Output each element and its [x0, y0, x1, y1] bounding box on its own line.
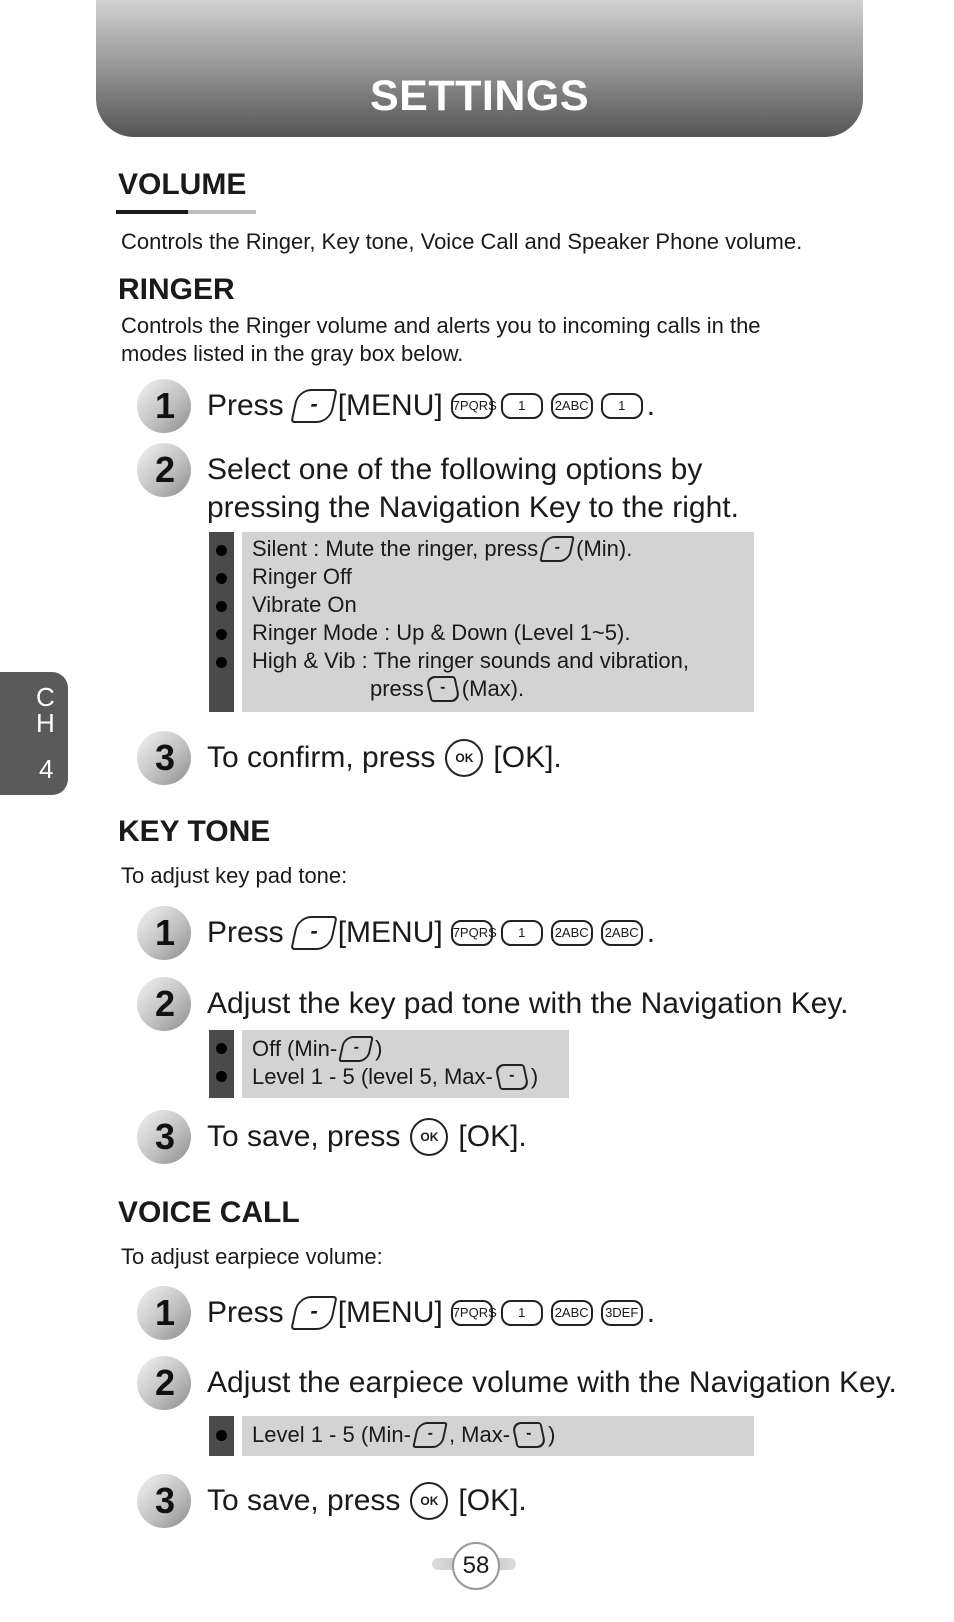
press-label: Press — [207, 389, 284, 422]
step-number: 2 — [155, 983, 176, 1024]
step-number: 2 — [155, 1362, 176, 1403]
save-label: To save, press — [207, 1120, 401, 1153]
option-text: (Min). — [576, 536, 633, 561]
chapter-letter-h: H — [36, 708, 55, 738]
keytone-title: KEY TONE — [118, 815, 271, 848]
keytone-step-2-text: Adjust the key pad tone with the Navigation Key. — [207, 987, 849, 1020]
option-text: Level 1 - 5 (Min- — [252, 1422, 411, 1447]
right-soft-key-icon: - — [425, 676, 461, 702]
chapter-letter-c: C — [36, 682, 55, 712]
voicecall-step-3-text — [207, 1482, 527, 1520]
save-label: To save, press — [207, 1484, 401, 1517]
step-number: 3 — [155, 1116, 176, 1157]
page-header — [96, 0, 863, 137]
soft-key-icon: - — [290, 1296, 337, 1330]
voicecall-description: To adjust earpiece volume: — [121, 1244, 383, 1269]
key-3-icon: 3DEF — [601, 1300, 643, 1326]
option-text: Silent : Mute the ringer, press — [252, 536, 539, 561]
option-off — [252, 1036, 382, 1062]
volume-title: VOLUME — [118, 168, 247, 201]
option-ringer-off: Ringer Off — [252, 564, 352, 589]
bullet-bar — [209, 1416, 234, 1456]
option-level — [252, 1422, 555, 1448]
ok-key-icon: OK — [410, 1482, 448, 1520]
ok-key-icon: OK — [445, 739, 483, 777]
bullet-icon — [216, 1071, 227, 1082]
option-text: press — [370, 676, 424, 701]
key-2-icon: 2ABC — [551, 1300, 593, 1326]
ringer-description-line2: modes listed in the gray box below. — [121, 341, 464, 366]
step-circle — [137, 731, 191, 785]
page-number: 58 — [452, 1542, 500, 1590]
ringer-step-3-text — [207, 739, 562, 777]
voicecall-options-box — [209, 1416, 754, 1456]
confirm-label: To confirm, press — [207, 741, 436, 774]
keytone-step-1-text — [207, 914, 655, 952]
bullet-icon — [216, 573, 227, 584]
ok-label: [OK]. — [458, 1120, 527, 1153]
right-soft-key-icon: - — [494, 1064, 530, 1090]
step-circle — [137, 1110, 191, 1164]
key-1-icon: 1 — [501, 393, 543, 419]
key-1-icon: 1 — [501, 1300, 543, 1326]
bullet-icon — [216, 1430, 227, 1441]
option-vibrate-on: Vibrate On — [252, 592, 357, 617]
options-list — [242, 1030, 569, 1098]
ringer-title: RINGER — [118, 273, 235, 306]
key-7-icon: 7PQRS — [451, 920, 493, 946]
step-circle — [137, 977, 191, 1031]
voicecall-title: VOICE CALL — [118, 1196, 300, 1229]
bullet-bar — [209, 532, 234, 712]
option-high-vib-continued — [370, 676, 524, 702]
option-silent — [252, 536, 632, 562]
ringer-options-box — [209, 532, 754, 712]
period: . — [646, 389, 656, 422]
chapter-tab — [0, 672, 68, 795]
option-high-vib: High & Vib : The ringer sounds and vibration, — [252, 648, 690, 673]
bullet-icon — [216, 657, 227, 668]
ringer-step-2-text: Select one of the following options by pressing the Navigation Key to the right. — [207, 453, 739, 524]
volume-underline — [116, 210, 256, 214]
bullet-icon — [216, 629, 227, 640]
key-2-icon: 2ABC — [601, 920, 643, 946]
step-circle — [137, 1474, 191, 1528]
left-soft-key-icon: - — [338, 1036, 374, 1062]
menu-label: [MENU] — [337, 916, 443, 949]
press-label: Press — [207, 1296, 284, 1329]
voicecall-step-2-text: Adjust the earpiece volume with the Navigation Key. — [207, 1366, 897, 1399]
left-soft-key-icon: - — [412, 1422, 448, 1448]
menu-label: [MENU] — [337, 389, 443, 422]
bullet-icon — [216, 545, 227, 556]
step-circle — [137, 1356, 191, 1410]
chapter-number: 4 — [39, 754, 54, 784]
key-1-icon: 1 — [501, 920, 543, 946]
option-text: , Max- — [448, 1422, 511, 1447]
step-number: 1 — [155, 912, 176, 953]
option-text: ) — [530, 1064, 539, 1089]
ok-key-icon: OK — [410, 1118, 448, 1156]
step-circle — [137, 1286, 191, 1340]
soft-key-icon: - — [290, 389, 337, 423]
bullet-icon — [216, 601, 227, 612]
option-text: Level 1 - 5 (level 5, Max- — [252, 1064, 493, 1089]
bullet-icon — [216, 1043, 227, 1054]
key-1-icon: 1 — [601, 393, 643, 419]
option-text: (Max). — [461, 676, 525, 701]
key-7-icon: 7PQRS — [451, 1300, 493, 1326]
options-list — [242, 532, 754, 712]
left-soft-key-icon: - — [539, 536, 575, 562]
period: . — [646, 916, 656, 949]
keytone-options-box — [209, 1030, 569, 1098]
option-level — [252, 1064, 538, 1090]
soft-key-icon: - — [290, 916, 337, 950]
ok-label: [OK]. — [493, 741, 562, 774]
voicecall-step-1-text — [207, 1294, 655, 1332]
option-text: Off (Min- — [252, 1036, 338, 1061]
keytone-step-3-text — [207, 1118, 527, 1156]
press-label: Press — [207, 916, 284, 949]
step-number: 3 — [155, 1480, 176, 1521]
ok-label: [OK]. — [458, 1484, 527, 1517]
keytone-description: To adjust key pad tone: — [121, 863, 348, 888]
ringer-description-line1: Controls the Ringer volume and alerts you to incoming calls in the — [121, 313, 761, 338]
step-number: 2 — [155, 449, 176, 490]
step-number: 3 — [155, 737, 176, 778]
bullet-bar — [209, 1030, 234, 1098]
key-2-icon: 2ABC — [551, 393, 593, 419]
page-title: SETTINGS — [369, 72, 590, 120]
option-text: ) — [548, 1422, 556, 1447]
ringer-step-1-text — [207, 387, 655, 425]
step-circle — [137, 379, 191, 433]
volume-description: Controls the Ringer, Key tone, Voice Call and Speaker Phone volume. — [121, 229, 803, 254]
option-text: ) — [375, 1036, 383, 1061]
key-2-icon: 2ABC — [551, 920, 593, 946]
right-soft-key-icon: - — [511, 1422, 547, 1448]
option-ringer-mode: Ringer Mode : Up & Down (Level 1~5). — [252, 620, 631, 645]
step-circle — [137, 906, 191, 960]
period: . — [646, 1296, 656, 1329]
step-number: 1 — [155, 1292, 176, 1333]
options-list — [242, 1416, 754, 1456]
key-7-icon: 7PQRS — [451, 393, 493, 419]
step-circle — [137, 443, 191, 497]
step-number: 1 — [155, 385, 176, 426]
menu-label: [MENU] — [337, 1296, 443, 1329]
